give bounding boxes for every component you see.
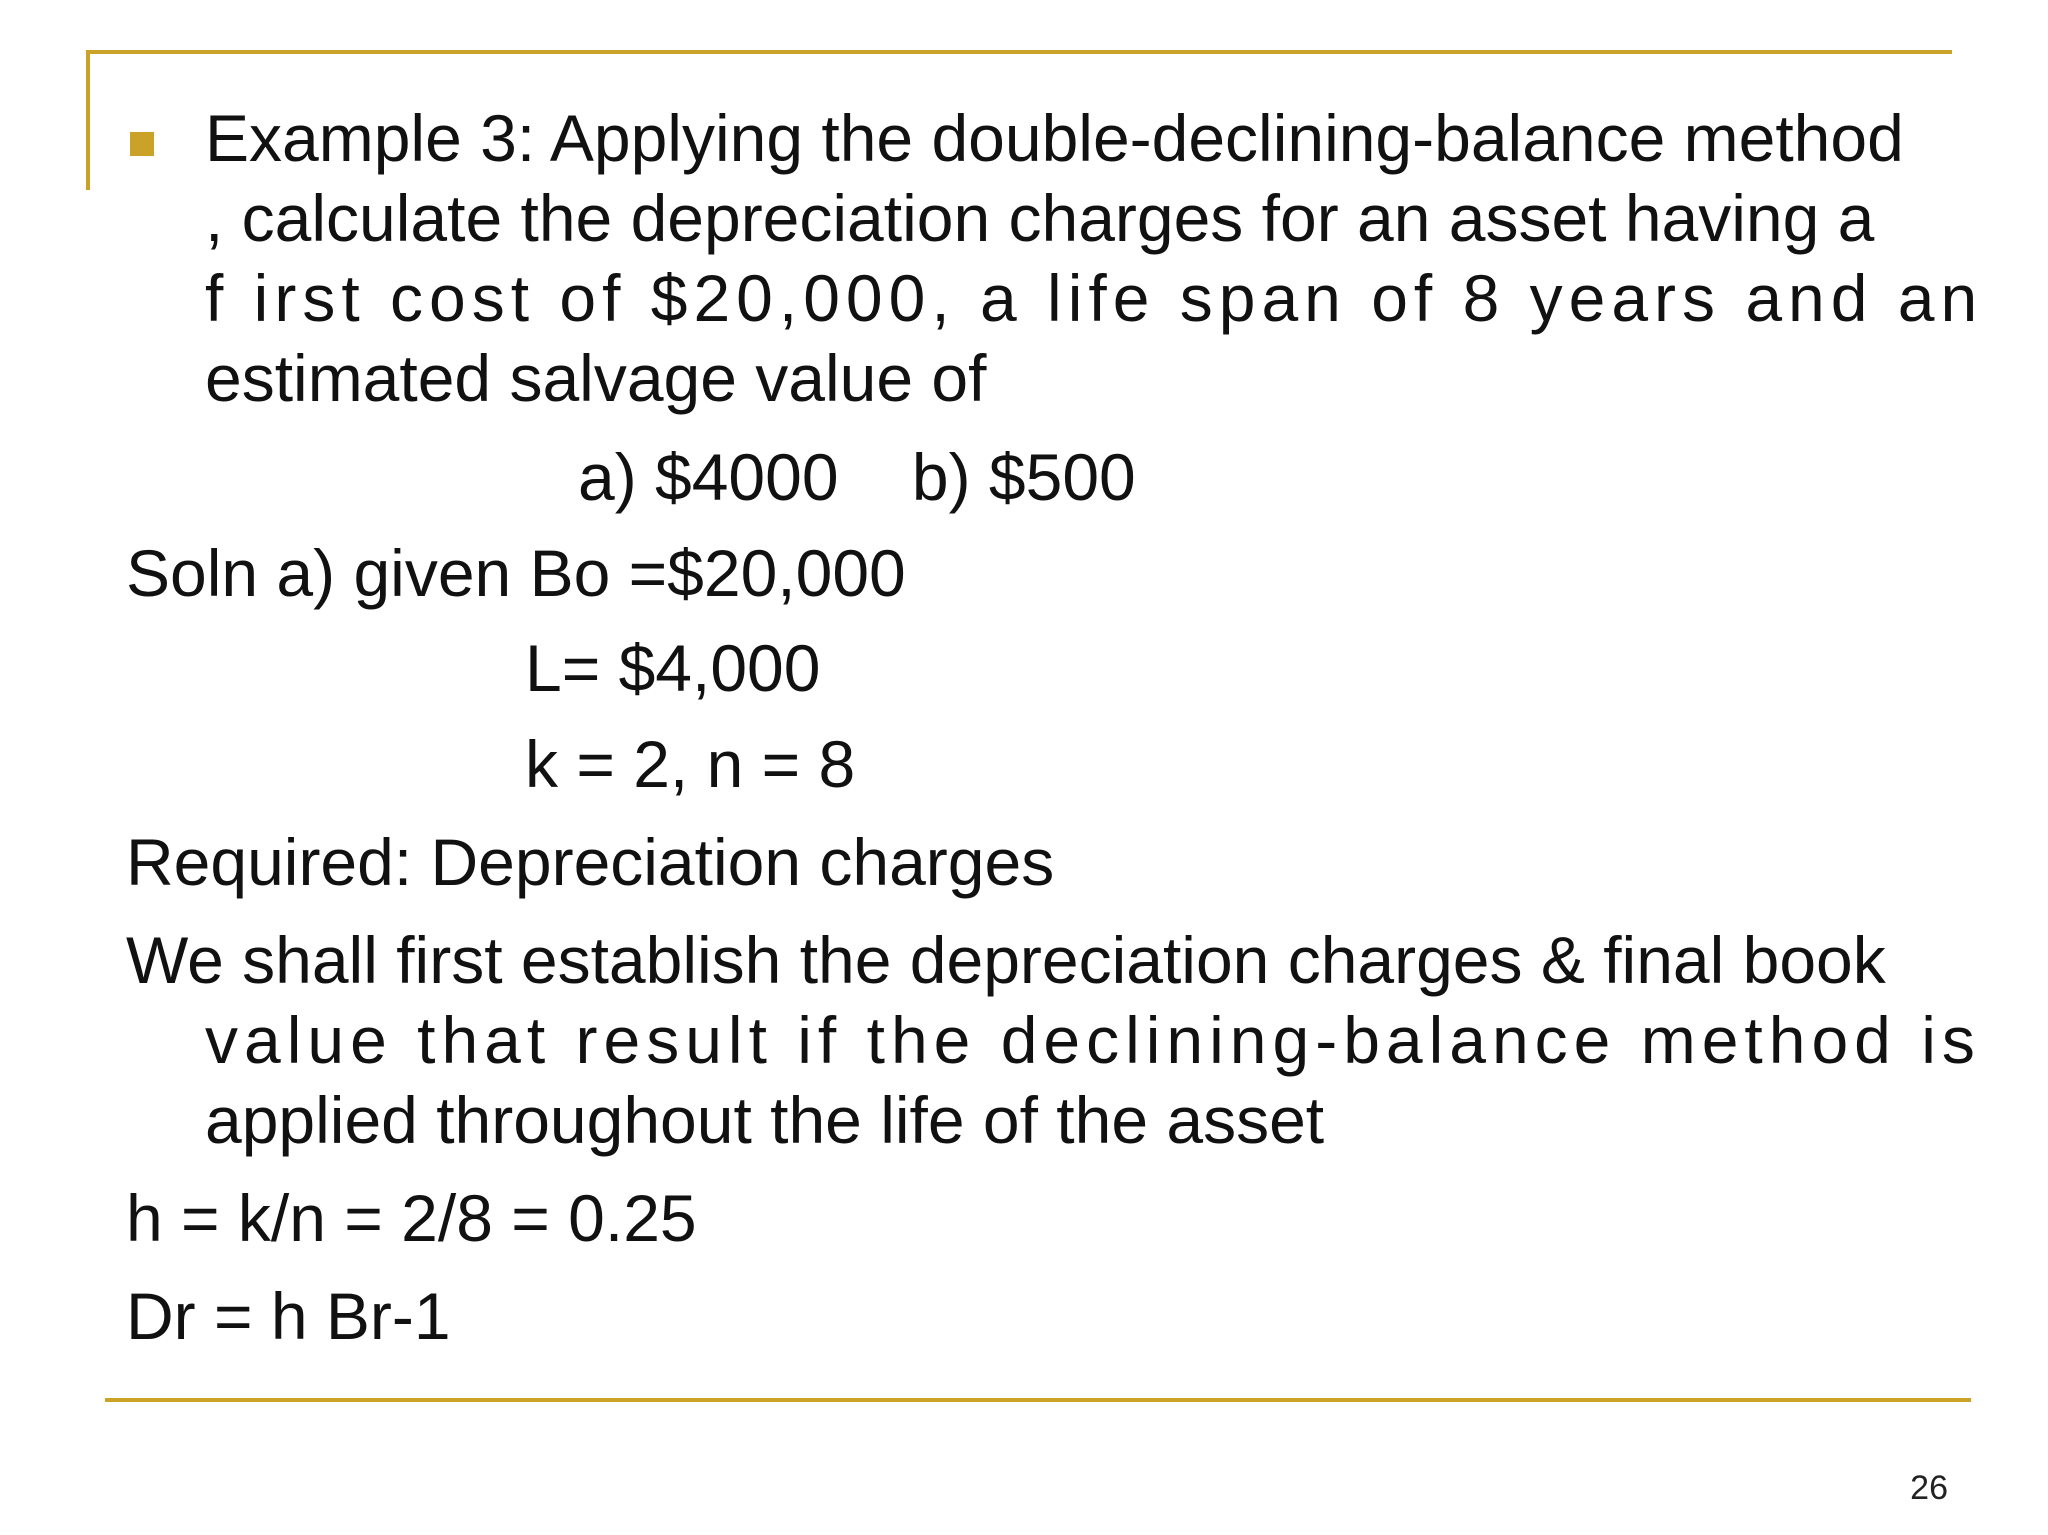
bottom-rule bbox=[105, 1398, 1971, 1402]
example-line-1: Example 3: Applying the double-declining-balance method bbox=[205, 101, 1904, 175]
example-line-3: f irst cost of $20,000, a life span of 8 years and an bbox=[205, 261, 1984, 335]
solution-given: Soln a) given Bo =$20,000 bbox=[126, 536, 906, 610]
paragraph-line-2: value that result if the declining-balance method is bbox=[205, 1003, 1981, 1077]
given-L: L= $4,000 bbox=[525, 631, 821, 705]
formula-dr: Dr = h Br-1 bbox=[126, 1279, 451, 1353]
left-rule bbox=[86, 50, 90, 190]
paragraph-line-3: applied throughout the life of the asset bbox=[205, 1083, 1325, 1157]
example-line-2: , calculate the depreciation charges for an asset having a bbox=[205, 181, 1875, 255]
formula-h: h = k/n = 2/8 = 0.25 bbox=[126, 1181, 697, 1255]
bullet-square-icon bbox=[130, 132, 154, 156]
paragraph-line-1: We shall first establish the depreciation charges & final book bbox=[126, 923, 1886, 997]
example-line-4: estimated salvage value of bbox=[205, 341, 987, 415]
page-number: 26 bbox=[1910, 1469, 1948, 1507]
required-text: Required: Depreciation charges bbox=[126, 825, 1055, 899]
top-rule bbox=[86, 50, 1952, 54]
given-k-n: k = 2, n = 8 bbox=[525, 727, 856, 801]
options-line: a) $4000 b) $500 bbox=[578, 440, 1136, 514]
